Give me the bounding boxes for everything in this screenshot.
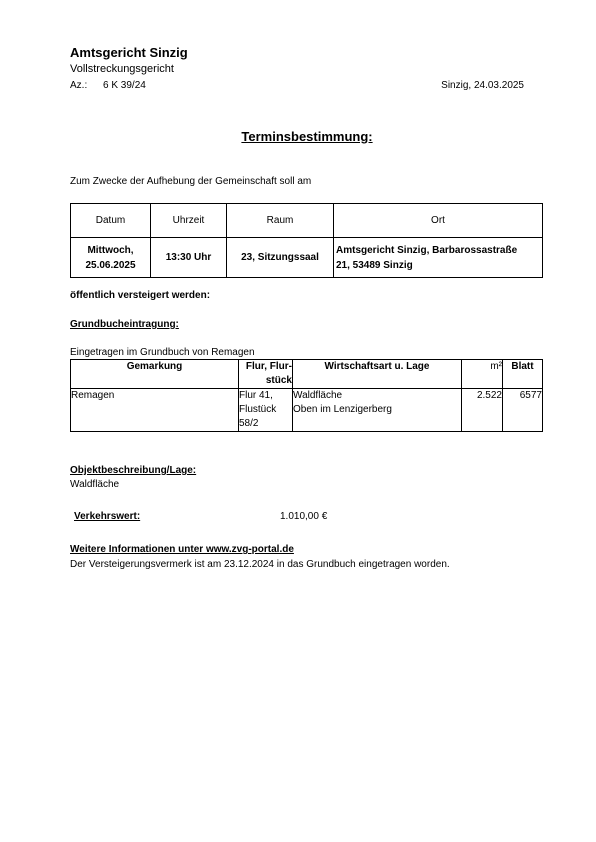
grundbuch-table <box>70 359 543 432</box>
termin-ort-line2: 21, 53489 Sinzig <box>336 259 413 271</box>
termin-table <box>70 203 543 278</box>
objekt-heading: Objektbeschreibung/Lage: <box>70 465 197 476</box>
case-number-label: Az.: <box>70 80 88 91</box>
cell-flur <box>239 389 293 432</box>
grundbuch-heading: Grundbucheintragung: <box>70 319 179 330</box>
termin-datum <box>71 238 151 278</box>
termin-header-ort: Ort <box>334 204 543 238</box>
cell-flur-line2: Flustück <box>239 404 277 415</box>
verkehrswert-value: 1.010,00 € <box>280 511 328 522</box>
cell-wirtschaft-line1: Waldfläche <box>293 390 343 401</box>
grundbuch-intro: Eingetragen im Grundbuch von Remagen <box>70 347 255 358</box>
termin-datum-line1: Mittwoch, <box>87 244 134 256</box>
termin-datum-line2: 25.06.2025 <box>85 259 136 271</box>
place-date: Sinzig, 24.03.2025 <box>441 80 524 91</box>
header-wirtschaft: Wirtschaftsart u. Lage <box>293 360 462 389</box>
termin-header-uhrzeit: Uhrzeit <box>151 204 227 238</box>
cell-gemarkung: Remagen <box>71 389 239 432</box>
header-blatt: Blatt <box>503 360 543 389</box>
grundbuch-header-row <box>71 360 543 389</box>
document-title: Terminsbestimmung: <box>241 129 373 144</box>
versteigert-text: öffentlich versteigert werden: <box>70 290 211 301</box>
cell-qm: 2.522 <box>462 389 503 432</box>
intro-text: Zum Zwecke der Aufhebung der Gemeinschaft soll am <box>70 176 312 187</box>
cell-wirtschaft <box>293 389 462 432</box>
header-flur <box>239 360 293 389</box>
header-flur-line2: stück <box>265 375 292 386</box>
termin-ort <box>334 238 543 278</box>
cell-flur-line3: 58/2 <box>239 418 259 429</box>
verkehrswert-label: Verkehrswert: <box>74 511 141 522</box>
termin-header-row <box>71 204 543 238</box>
termin-header-datum: Datum <box>71 204 151 238</box>
court-department: Vollstreckungsgericht <box>70 63 174 75</box>
case-number-value: 6 K 39/24 <box>103 80 146 91</box>
info-heading-link[interactable]: Weitere Informationen unter www.zvg-portal.de <box>70 544 294 555</box>
info-text: Der Versteigerungsvermerk ist am 23.12.2024 in das Grundbuch eingetragen worden. <box>70 559 450 570</box>
termin-uhrzeit: 13:30 Uhr <box>151 238 227 278</box>
court-name: Amtsgericht Sinzig <box>70 45 188 60</box>
header-qm: m² <box>462 360 503 389</box>
cell-flur-line1: Flur 41, <box>239 390 273 401</box>
header-gemarkung: Gemarkung <box>71 360 239 389</box>
termin-header-raum: Raum <box>227 204 334 238</box>
cell-wirtschaft-line2: Oben im Lenzigerberg <box>293 404 392 415</box>
cell-blatt: 6577 <box>503 389 543 432</box>
termin-data-row <box>71 238 543 278</box>
grundbuch-data-row <box>71 389 543 432</box>
header-flur-line1: Flur, Flur- <box>245 361 292 372</box>
case-number <box>70 80 146 91</box>
termin-raum: 23, Sitzungssaal <box>227 238 334 278</box>
objekt-value: Waldfläche <box>70 479 120 490</box>
termin-ort-line1: Amtsgericht Sinzig, Barbarossastraße <box>336 244 518 256</box>
